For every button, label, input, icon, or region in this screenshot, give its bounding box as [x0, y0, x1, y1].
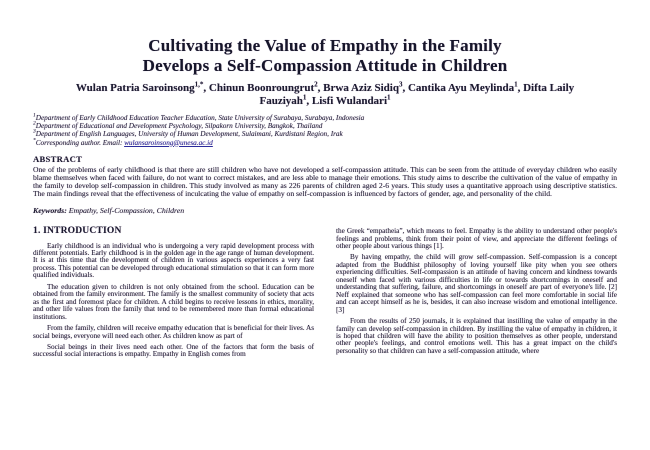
paper-title-line1: Cultivating the Value of Empathy in the Family	[148, 36, 502, 55]
author-name: Lisfi Wulandari$^1$	[311, 93, 391, 107]
abstract-heading: ABSTRACT	[33, 153, 83, 164]
body-paragraph: Early childhood is an individual who is undergoing a very rapid development process with different potentials. Early childhood is in the golden age in the age range of human development. It is at this time that the development of children in various aspects experiences a very fast process. This potential can be developed through educational stimulation so that it can form more qualified individuals.	[33, 241, 314, 280]
right-column-paragraphs	[336, 228, 617, 355]
left-column	[33, 228, 314, 363]
body-paragraph: By having empathy, the child will grow self-compassion. Self-compassion is a concept adapted from the Buddhist philosophy of loving yourself like pity when you see others experiencing difficulties. Self-compassion is an attitude of having concern and kindness towards oneself when faced with various difficulties in life or towards shortcomings in oneself and understanding that suffering, failure, and shortcomings in oneself are part of everyone's life. [2] Neff explained that someone who has self-compassion can feel more comfortable in social life and can accept himself as he is, besides, it can also increase wisdom and emotional intelligence. [3]	[336, 253, 617, 314]
right-column	[336, 228, 617, 363]
affiliation-line: $^2$Department of Educational and Development Psychology, Silpakorn University, Bangkok, Thailand	[33, 120, 323, 131]
affiliation-line: $^1$Department of Early Childhood Education Teacher Education, State University of Surabaya, Surabaya, Indonesia	[33, 112, 365, 122]
paper-title-line2: Develops a Self-Compassion Attitude in Children	[142, 55, 508, 75]
body-paragraph: From the results of 250 journals, it is explained that instilling the value of empathy in the family can develop self-compassion in children. By instilling the value of empathy in children, it is hoped that children will have the ability to position themselves as other people, understand other people's feelings, and control emotions well. This has a great impact on the child's personality so that children can have a self-compassion attitude, where	[336, 317, 617, 355]
two-column-body	[33, 228, 617, 363]
section-heading-introduction: 1. INTRODUCTION	[33, 226, 122, 237]
paper-title	[33, 36, 617, 75]
keywords-line	[33, 207, 617, 216]
body-paragraph: From the family, children will receive empathy education that is beneficial for their lives. As social beings, everyone will need each other. As children know as part of	[33, 324, 314, 340]
author-name: Chinun Boonroungrut$^2$	[208, 80, 318, 94]
affiliation-line: $^3$Department of English Languages, University of Human Development, Sulaimani, Kurdistani Region, Irak	[33, 129, 343, 139]
author-name: Difta Laily Fauziyah$^1$	[259, 82, 575, 107]
affiliation-list	[33, 114, 617, 147]
body-paragraph: The education given to children is not only obtained from the school. Education can be obtained from the family environment. The family is the smallest community of society that acts as the first and foremost place for children. A child begins to receive lessons in ethics, morality, and other life values from the family that tend to be remembered more than formal educational institutions.	[33, 282, 314, 321]
affiliation-line: *Corresponding author. Email: wulansaroinsong@unesa.ac.id	[33, 137, 213, 147]
body-paragraph: Social beings in their lives need each other. One of the factors that form the basis of successful social interactions is empathy. Empathy in English comes from	[33, 343, 314, 359]
keywords-label: Keywords:	[33, 205, 67, 215]
author-list: Wulan Patria Saroinsong$^{1,*}$, Chinun Boonroungrut$^2$, Brwa Aziz Sidiq$^3$, Cantika Ayu Meylinda$^1$, Difta Laily Fauziyah$^1$, Lisfi Wulandari$^1$	[75, 80, 575, 107]
left-column-paragraphs	[33, 243, 314, 359]
abstract-text: One of the problems of early childhood is that there are still children who have not developed a self-compassion attitude. This can be seen from the attitude of everyday children who easily blame themselves when faced with failure, do not want to correct mistakes, and are less able to manage their emotions. This study aims to describe the cultivation of the value of empathy in the family to develop self-compassion in children. This study involved as many as 226 parents of children aged 2-6 years. This study uses a quantitative approach using descriptive statistics. The main findings reveal that the effectiveness of inculcating the value of empathy on self-compassion is influenced by factors of gender, age, and personality of the child.	[33, 164, 617, 199]
author-name: Wulan Patria Saroinsong$^{1,*}$	[75, 80, 204, 94]
author-name: Cantika Ayu Meylinda$^1$	[407, 80, 518, 94]
corresponding-email-link[interactable]: wulansaroinsong@unesa.ac.id	[124, 138, 213, 147]
body-paragraph: the Greek “empatheia”, which means to feel. Empathy is the ability to understand other people's feelings and problems, think from their point of view, and appreciate the different feelings of other people about various things [1].	[336, 227, 617, 251]
author-name: Brwa Aziz Sidiq$^3$	[323, 80, 403, 94]
keywords-value: Empathy, Self-Compassion, Children	[66, 205, 185, 215]
